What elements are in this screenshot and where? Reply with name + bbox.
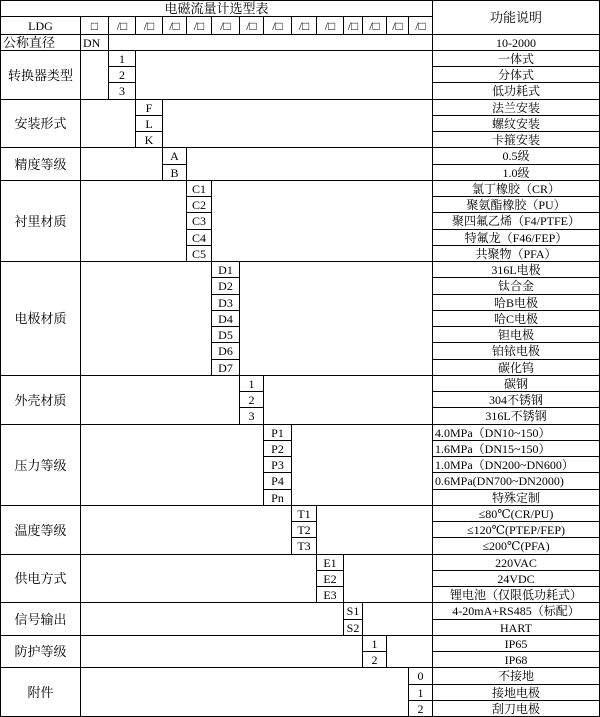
model-slot: /□ [135, 16, 163, 35]
option-description: 氯丁橡胶（CR） [432, 180, 600, 197]
model-slot: /□ [108, 16, 136, 35]
nominal-blank [108, 34, 433, 51]
option-description: 0.6MPa(DN700~DN2000) [432, 472, 600, 490]
option-description: 1.0MPa（DN200~DN600） [432, 456, 600, 473]
option-code[interactable]: B [162, 164, 187, 181]
option-description: 316L电极 [432, 261, 600, 278]
group-area [80, 180, 433, 262]
option-description: 法兰安装 [432, 99, 600, 116]
option-code[interactable]: D2 [211, 277, 240, 295]
group-label: 压力等级 [0, 424, 81, 506]
option-code[interactable]: D4 [211, 310, 240, 327]
option-code[interactable]: P2 [263, 440, 292, 457]
model-slot: /□ [162, 16, 187, 35]
model-slot: /□ [239, 16, 264, 35]
option-description: 钛合金 [432, 277, 600, 295]
group-area [80, 261, 433, 376]
group-label: 安装形式 [0, 99, 81, 148]
option-description: 不接地 [432, 667, 600, 685]
group-area [80, 99, 433, 148]
group-label: 温度等级 [0, 505, 81, 555]
option-code[interactable]: T3 [291, 537, 317, 555]
option-code[interactable]: 1 [362, 635, 387, 652]
option-code[interactable]: P1 [263, 424, 292, 441]
option-description: ≤120℃(PTEP/FEP) [432, 521, 600, 538]
option-description: 共聚物（PFA） [432, 245, 600, 262]
group-area [80, 505, 433, 555]
option-code[interactable]: E3 [316, 586, 344, 603]
option-code[interactable]: D1 [211, 261, 240, 278]
model-slot: /□ [211, 16, 240, 35]
option-description: 1.0级 [432, 164, 600, 181]
model-slot: /□ [263, 16, 292, 35]
option-description: 卡箍安装 [432, 131, 600, 148]
option-code[interactable]: C5 [186, 245, 212, 262]
nominal-code: DN [80, 34, 109, 51]
option-code[interactable]: Pn [263, 489, 292, 506]
option-code[interactable]: C1 [186, 180, 212, 197]
option-code[interactable]: A [162, 147, 187, 165]
option-code[interactable]: 1 [239, 375, 264, 392]
nominal-desc: 10-2000 [432, 34, 600, 51]
option-description: 4-20mA+RS485（标配） [432, 602, 600, 620]
model-slot: /□ [343, 16, 363, 35]
option-code[interactable]: 2 [362, 651, 387, 668]
option-code[interactable]: 2 [239, 391, 264, 408]
option-description: 刮刀电极 [432, 700, 600, 717]
option-code[interactable]: T2 [291, 521, 317, 538]
option-code[interactable]: 2 [408, 700, 433, 717]
option-description: 钽电极 [432, 326, 600, 343]
option-code[interactable]: 3 [239, 407, 264, 425]
model-first-slot: □ [80, 16, 109, 35]
option-description: 聚四氟乙烯（F4/PTFE） [432, 212, 600, 230]
option-description: 哈B电极 [432, 294, 600, 311]
option-description: ≤80℃(CR/PU) [432, 505, 600, 522]
option-code[interactable]: P4 [263, 472, 292, 490]
option-description: 4.0MPa（DN10~150） [432, 424, 600, 441]
option-code[interactable]: E1 [316, 554, 344, 571]
option-code[interactable]: S2 [343, 619, 363, 636]
model-slot: /□ [291, 16, 317, 35]
option-description: 316L不锈钢 [432, 407, 600, 425]
option-code[interactable]: T1 [291, 505, 317, 522]
group-label: 转换器类型 [0, 50, 81, 100]
option-code[interactable]: 1 [108, 50, 136, 67]
option-description: 24VDC [432, 570, 600, 587]
option-description: 铂铱电极 [432, 342, 600, 360]
option-code[interactable]: K [135, 131, 163, 148]
group-label: 衬里材质 [0, 180, 81, 262]
group-label: 附件 [0, 667, 81, 717]
group-area [80, 667, 433, 717]
option-description: IP65 [432, 635, 600, 652]
group-label: 供电方式 [0, 554, 81, 603]
option-description: 碳钢 [432, 375, 600, 392]
group-label: 外壳材质 [0, 375, 81, 425]
option-code[interactable]: D7 [211, 359, 240, 376]
option-description: ≤200℃(PFA) [432, 537, 600, 555]
model-slot: /□ [186, 16, 212, 35]
option-description: 接地电极 [432, 684, 600, 701]
option-description: 220VAC [432, 554, 600, 571]
group-area [80, 424, 433, 506]
option-description: 聚氨酯橡胶（PU） [432, 196, 600, 213]
option-code[interactable]: 1 [408, 684, 433, 701]
option-code[interactable]: C3 [186, 212, 212, 230]
option-description: 特氟龙（F46/FEP） [432, 229, 600, 246]
option-description: 碳化钨 [432, 359, 600, 376]
option-description: 1.6MPa（DN15~150） [432, 440, 600, 457]
option-description: 哈C电极 [432, 310, 600, 327]
option-description: 分体式 [432, 66, 600, 83]
model-slot: /□ [408, 16, 433, 35]
option-description: HART [432, 619, 600, 636]
option-description: 螺纹安装 [432, 115, 600, 132]
model-prefix: LDG [0, 16, 81, 35]
group-label: 防护等级 [0, 635, 81, 668]
table-title: 电磁流量计选型表 [0, 0, 433, 17]
option-code[interactable]: 0 [408, 667, 433, 685]
group-area [80, 554, 433, 603]
option-code[interactable]: D3 [211, 294, 240, 311]
option-description: 低功耗式 [432, 82, 600, 100]
model-slot: /□ [386, 16, 409, 35]
option-description: 一体式 [432, 50, 600, 67]
option-code[interactable]: E2 [316, 570, 344, 587]
group-label: 精度等级 [0, 147, 81, 181]
description-header: 功能说明 [432, 0, 600, 35]
option-description: IP68 [432, 651, 600, 668]
option-code[interactable]: L [135, 115, 163, 132]
option-description: 0.5级 [432, 147, 600, 165]
option-code[interactable]: S1 [343, 602, 363, 620]
group-area [80, 147, 433, 181]
group-label: 电极材质 [0, 261, 81, 376]
group-label: 信号输出 [0, 602, 81, 636]
option-description: 特殊定制 [432, 489, 600, 506]
option-description: 锂电池（仅限低功耗式） [432, 586, 600, 603]
option-code[interactable]: P3 [263, 456, 292, 473]
model-slot: /□ [316, 16, 344, 35]
option-code[interactable]: D6 [211, 342, 240, 360]
option-description: 304不锈钢 [432, 391, 600, 408]
nominal-label: 公称直径 [0, 34, 81, 51]
option-code[interactable]: 3 [108, 82, 136, 100]
option-code[interactable]: C4 [186, 229, 212, 246]
model-slot: /□ [362, 16, 387, 35]
option-code[interactable]: C2 [186, 196, 212, 213]
option-code[interactable]: D5 [211, 326, 240, 343]
option-code[interactable]: F [135, 99, 163, 116]
group-area [80, 602, 433, 636]
option-code[interactable]: 2 [108, 66, 136, 83]
